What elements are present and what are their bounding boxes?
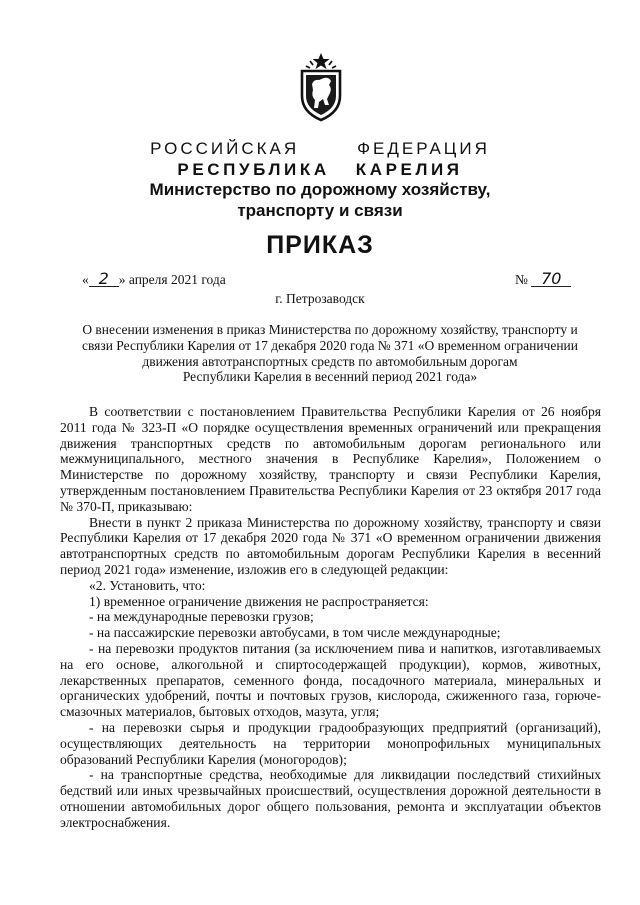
republic-word-1: РЕСПУБЛИКА bbox=[177, 160, 330, 179]
body-paragraph: - на пассажирские перевозки автобусами, в том числе международные; bbox=[89, 625, 501, 641]
karelia-coat-of-arms-icon bbox=[298, 52, 344, 122]
body-paragraph: - на перевозки сырья и продукции градообразующих предприятий (организаций), осуществляющих деятельность на территории монопрофильных муниципальных образований Республики Карелия (моногородов); bbox=[60, 719, 601, 767]
date-open-quote: « bbox=[82, 272, 89, 287]
body-paragraph: В соответствии с постановлением Правительства Республики Карелия от 26 ноября 2011 года № 323-П «О порядке осуществления временных ограничений или прекращения движения транспортных средств по автомобильным дорогам регионального или межмуниципального, местного значения в Республике Карелия», Положением о Министерстве по дорожному хозяйству, транспорту и связи Республики Карелия, утвержденным постановлением Правительства Республики Карелия от 23 октября 2017 года № 370-П, приказываю: bbox=[60, 404, 601, 514]
document-title: ПРИКАЗ bbox=[266, 231, 374, 259]
number-handwritten: 70 bbox=[531, 272, 571, 287]
country-word-2: ФЕДЕРАЦИЯ bbox=[357, 139, 490, 158]
date-month-year: » апреля 2021 года bbox=[118, 272, 226, 287]
order-body bbox=[60, 404, 601, 831]
country-word-1: РОССИЙСКАЯ bbox=[150, 139, 300, 158]
republic-word-2: КАРЕЛИЯ bbox=[355, 160, 463, 179]
republic-heading bbox=[0, 160, 640, 180]
country-heading bbox=[0, 139, 640, 159]
order-subject bbox=[60, 322, 600, 385]
body-paragraph: - на международные перевозки грузов; bbox=[89, 609, 314, 625]
order-date bbox=[82, 269, 226, 288]
body-paragraph: «2. Установить, что: bbox=[89, 577, 206, 593]
body-paragraph: - на перевозки продуктов питания (за исключением пива и напитков, изготавливаемых на его основе, алкогольной и спиртосодержащей продукции), кормов, животных, лекарственных препаратов, семенного фонда, посадочного материала, минеральных и органических удобрений, почты и почтовых грузов, кислорода, сжиженного газа, горюче-смазочных материалов, бытовых отходов, мазута, угля; bbox=[60, 640, 601, 720]
body-paragraph: 1) временное ограничение движения не распространяется: bbox=[89, 593, 429, 609]
body-paragraph: Внести в пункт 2 приказа Министерства по дорожному хозяйству, транспорту и связи Республики Карелия от 17 декабря 2020 года № 371 «О временном ограничении движения автотранспортных средств по автомобильным дорогам Республики Карелия в весенний период 2021 года» изменение, изложив его в следующей редакции: bbox=[60, 514, 601, 577]
body-paragraph: - на транспортные средства, необходимые для ликвидации последствий стихийных бедствий или иных чрезвычайных происшествий, осуществления дорожной деятельности в отношении автомобильных дорог общего пользования, ремонта и эксплуатации объектов электроснабжения. bbox=[60, 767, 601, 830]
subject-line: связи Республики Карелия от 17 декабря 2020 года № 371 «О временном ограничении bbox=[81, 337, 579, 353]
ministry-name-line-1: Министерство по дорожному хозяйству, bbox=[149, 180, 491, 199]
subject-line: движения автотранспортных средств по автомобильным дорогам bbox=[142, 353, 518, 369]
city-line: г. Петрозаводск bbox=[275, 291, 365, 306]
number-sign: № bbox=[515, 272, 528, 287]
subject-line: Республики Карелия в весенний период 2021 года» bbox=[182, 369, 478, 385]
order-number bbox=[515, 269, 571, 288]
ministry-name-line-2: транспорту и связи bbox=[237, 201, 403, 220]
date-day-handwritten: 2 bbox=[89, 272, 119, 287]
subject-line: О внесении изменения в приказ Министерства по дорожному хозяйству, транспорту и bbox=[82, 322, 578, 337]
